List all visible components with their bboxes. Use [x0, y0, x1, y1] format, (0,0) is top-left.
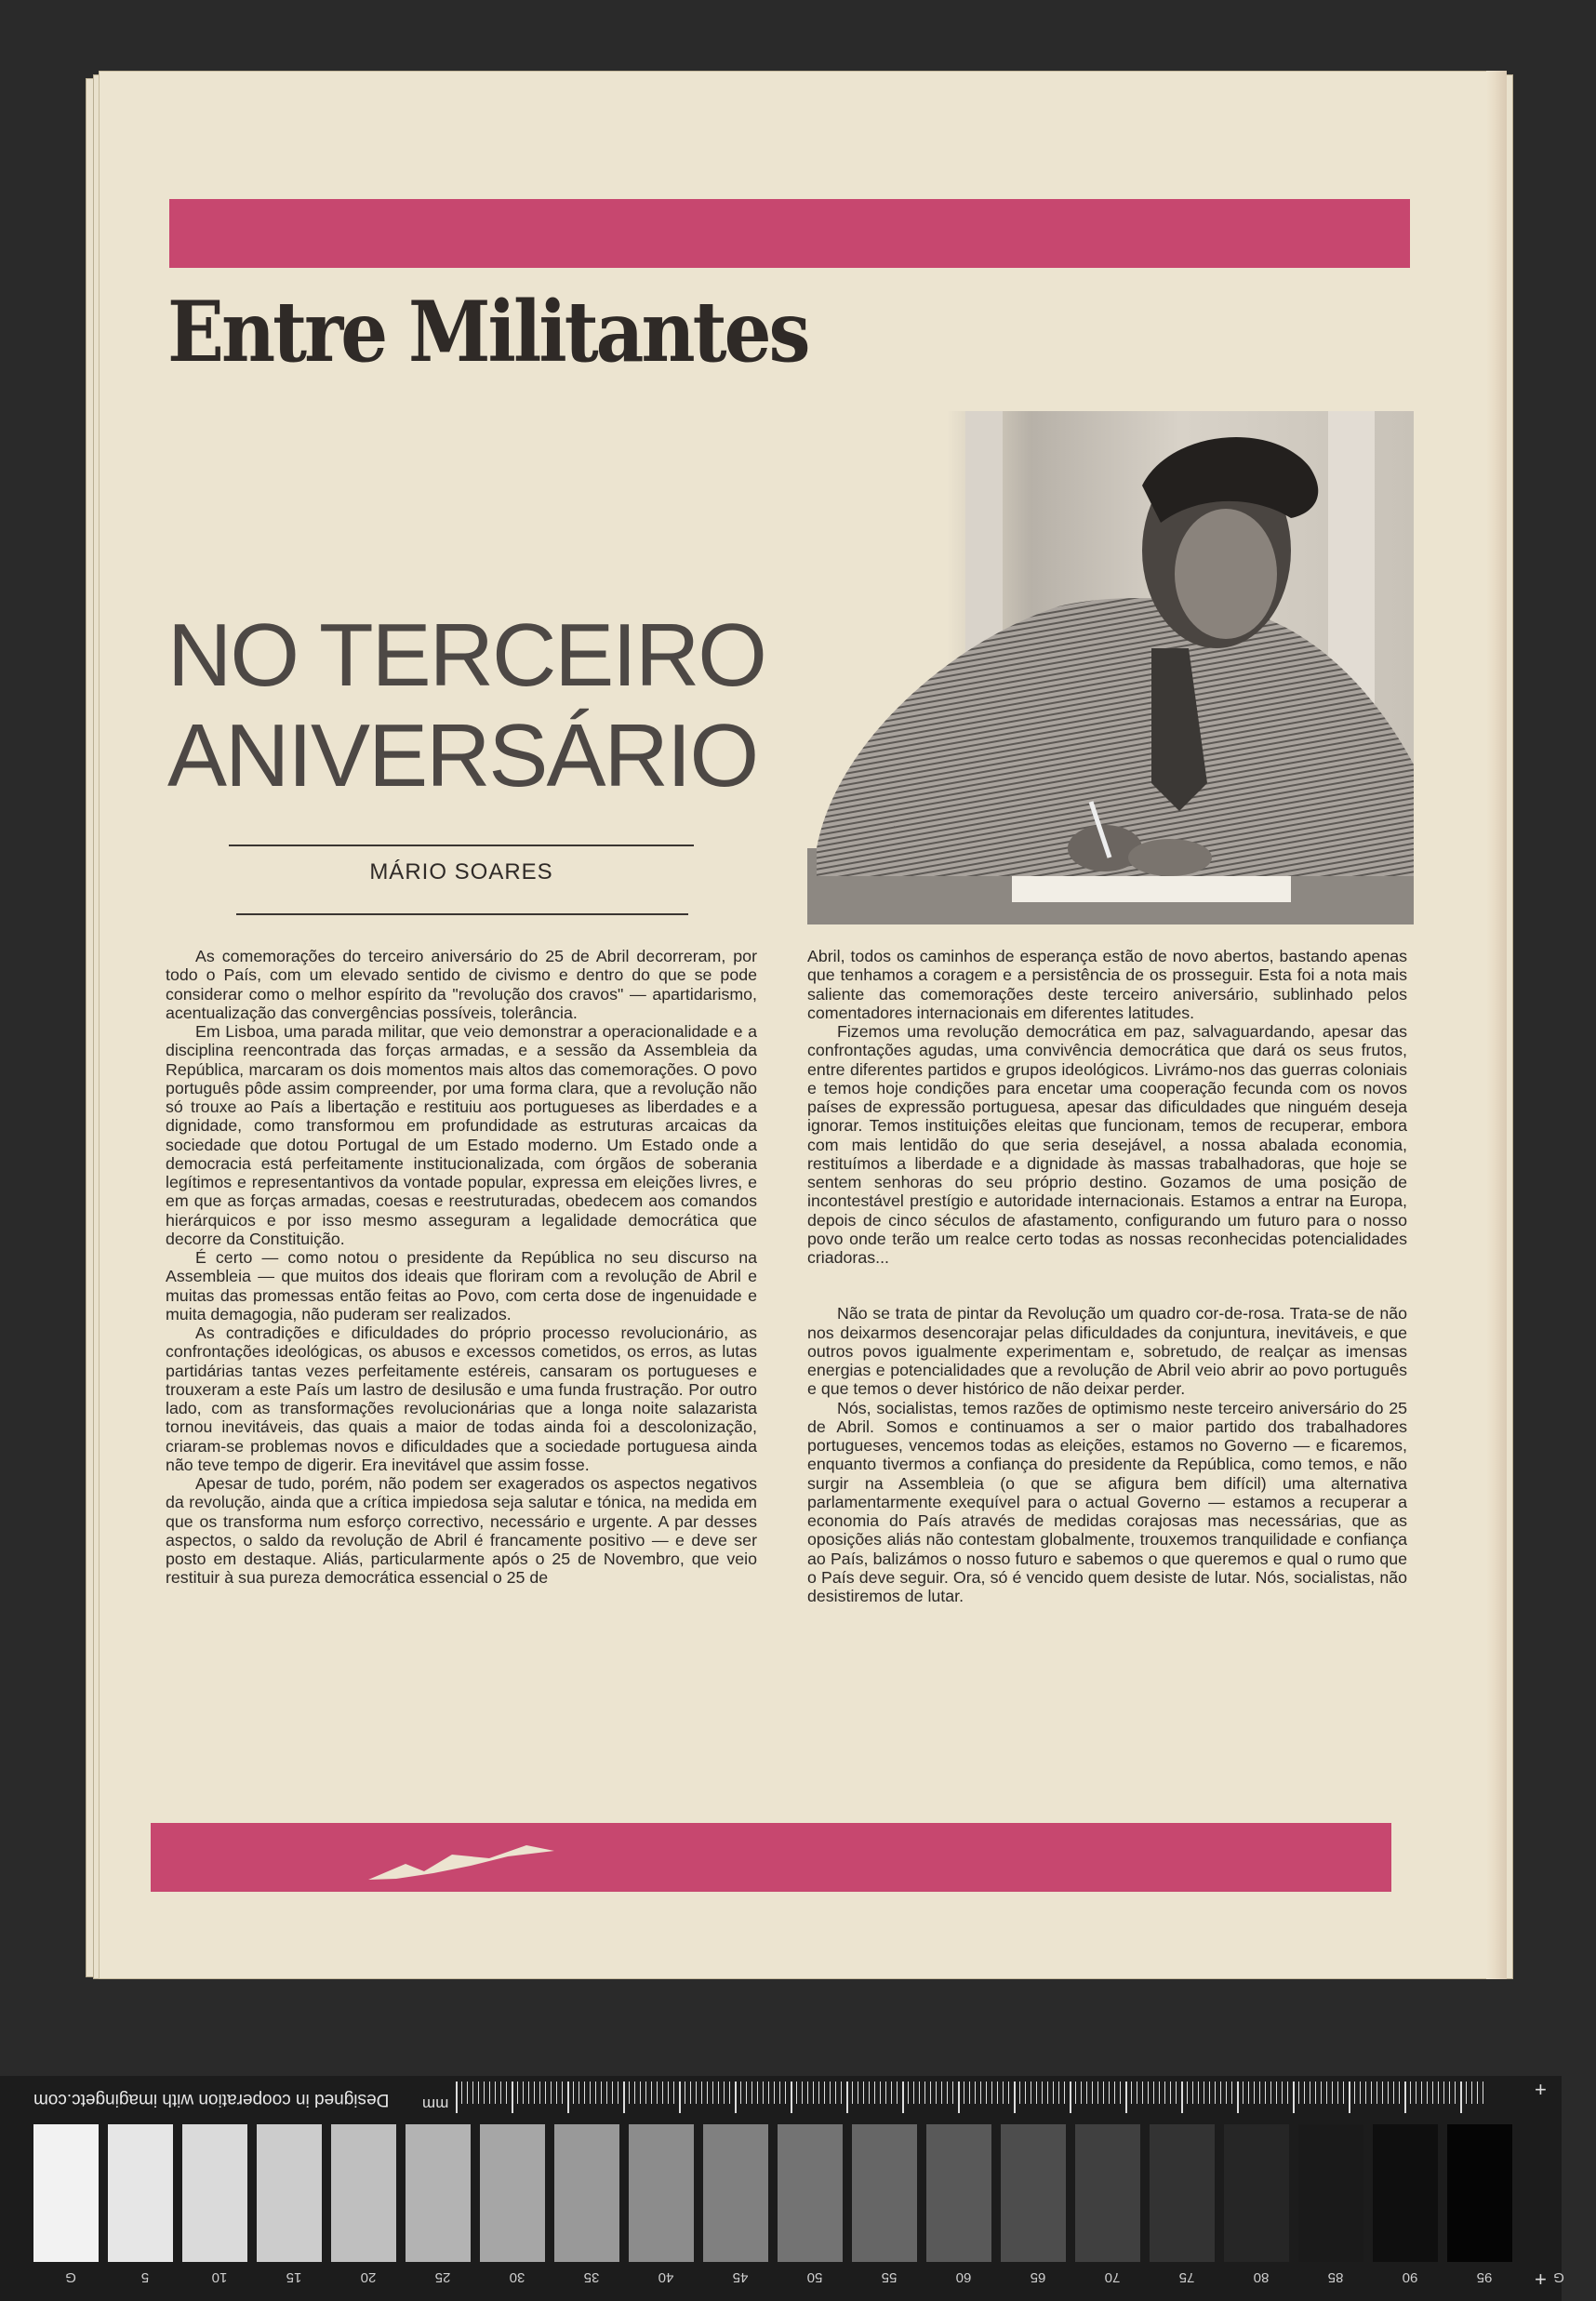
- bottom-color-bar: [151, 1823, 1391, 1892]
- ruler-unit-label: mm: [422, 2095, 449, 2113]
- scale-number: 15: [286, 2269, 302, 2285]
- gray-swatch: [703, 2124, 768, 2262]
- scale-number: 25: [434, 2269, 451, 2285]
- scale-number: 5: [140, 2269, 150, 2285]
- gray-swatch: [852, 2124, 917, 2262]
- gray-swatch: [1075, 2124, 1140, 2262]
- scale-number: 65: [1030, 2269, 1046, 2285]
- divider-rule: [236, 913, 688, 915]
- scale-number: 40: [658, 2269, 674, 2285]
- newspaper-page: [99, 71, 1507, 1979]
- color-calibration-target: [0, 2076, 1562, 2301]
- gray-swatch: [629, 2124, 694, 2262]
- calibration-credit: Designed in cooperation with imagingetc.com: [33, 2090, 390, 2109]
- scale-number: 80: [1253, 2269, 1270, 2285]
- gray-swatch: [1150, 2124, 1215, 2262]
- article-paragraph: As comemorações do terceiro aniversário do 25 de Abril decorreram, por todo o País, com um elevado sentido de civismo e dentro do que se pode considerar como o melhor espírito da "revolução dos cravos" — apartidarismo, acentualização das convergências possíveis, tolerância.: [166, 947, 757, 1022]
- gray-swatch: [33, 2124, 99, 2262]
- scale-number: 85: [1327, 2269, 1344, 2285]
- article-paragraph: É certo — como notou o presidente da República no seu discurso na Assembleia — que muitos dos ideais que floriram com a revolução de Abril e muitas das promessas então feitas ao Povo, com certa dose de ingenuidade e muita demagogia, não puderam ser realizados.: [166, 1248, 757, 1323]
- article-paragraph: Apesar de tudo, porém, não podem ser exagerados os aspectos negativos da revolução, ainda que a crítica impiedosa seja salutar e tónica, na medida em que os transforma num esforço correctivo, necessário e urgente. A par desses aspectos, o saldo da revolução de Abril é francamente positivo — e deve ser posto em destaque. Aliás, particularmente após o 25 de Novembro, que veio restituir à sua pureza democrática essencial o 25 de: [166, 1474, 757, 1588]
- byline: MÁRIO SOARES: [369, 859, 553, 884]
- scale-number: 95: [1476, 2269, 1493, 2285]
- gray-swatch: [1298, 2124, 1363, 2262]
- headline: [167, 605, 818, 806]
- article-column-left: [166, 947, 757, 1588]
- article-paragraph: Não se trata de pintar da Revolução um quadro cor-de-rosa. Trata-se de não nos deixarmos desencorajar pelas dificuldades da conjuntura, inevitáveis, e que outros povos igualmente experimentam e, sobretudo, de realçar as imensas energias e potencialidades que a revolução de Abril veio abrir ao povo português e que temos o dever histórico de não deixar perder.: [807, 1304, 1407, 1399]
- torn-edge: [1486, 71, 1507, 1979]
- gray-swatch: [778, 2124, 843, 2262]
- gray-swatch: [1224, 2124, 1289, 2262]
- mm-ruler-major-ticks: [456, 2082, 1488, 2113]
- article-column-right: [807, 947, 1407, 1605]
- scale-number: 45: [732, 2269, 749, 2285]
- scale-number: 10: [211, 2269, 228, 2285]
- article-paragraph: Fizemos uma revolução democrática em paz, salvaguardando, apesar das confrontações agudas, uma convivência democrática que dará os seus frutos, entre diferentes partidos e grupos ideológicos. Livrámo-nos das guerras coloniais e temos hoje condições para encetar uma cooperação fecunda com os novos países de expressão portuguesa, apesar das dificuldades que ninguém deseja ignorar. Temos instituições eleitas que funcionam, temos de recuperar, embora com mais lentidão do que seria desejável, a nossa abalada economia, restituímos a liberdade e a dignidade às massas trabalhadoras, que hoje se sentem senhoras do seu próprio destino. Gozamos de uma posição de incontestável prestígio e autoridade internacionais. Estamos a entrar na Europa, depois de cinco séculos de afastamento, configurando um futuro para o nosso povo onde terão um realce certo todas as nossas reconhecidas potencialidades criadoras...: [807, 1022, 1407, 1267]
- registration-mark: +: [1535, 2268, 1547, 2291]
- scale-number: 90: [1402, 2269, 1418, 2285]
- author-photo: [807, 411, 1414, 924]
- scale-number: 50: [806, 2269, 823, 2285]
- gray-swatch: [926, 2124, 991, 2262]
- top-color-bar: [169, 199, 1410, 268]
- scale-number: 55: [881, 2269, 898, 2285]
- gray-swatch: [480, 2124, 545, 2262]
- gray-swatch: [182, 2124, 247, 2262]
- scale-number: 75: [1178, 2269, 1195, 2285]
- scale-number: 30: [509, 2269, 525, 2285]
- gray-swatch: [331, 2124, 396, 2262]
- scale-number: G: [1553, 2269, 1564, 2285]
- divider-rule: [229, 845, 694, 846]
- scale-number: 60: [955, 2269, 972, 2285]
- gray-scale-numbers: [33, 2269, 1596, 2285]
- gray-swatch: [257, 2124, 322, 2262]
- gray-swatch: [108, 2124, 173, 2262]
- headline-line-1: NO TERCEIRO: [167, 605, 765, 705]
- article-paragraph: As contradições e dificuldades do próprio processo revolucionário, as confrontações ideológicas, os abusos e excessos cometidos, os erros, as lutas partidárias tantas vezes perfeitamente estéreis, cansaram os portugueses e trouxeram a este País um lastro de desilusão e uma funda frustração. Por outro lado, com as transformações revolucionárias que a longa noite salazarista tornou inevitáveis, das quais a maior de todas ainda foi a descolonização, criaram-se problemas novos e dificuldades que a sociedade portuguesa ainda não teve tempo de digerir. Era inevitável que assim fosse.: [166, 1323, 757, 1474]
- scale-number: 35: [583, 2269, 600, 2285]
- article-paragraph: Em Lisboa, uma parada militar, que veio demonstrar a operacionalidade e a disciplina reencontrada das forças armadas, e a sessão da Assembleia da República, marcaram os dois momentos mais altos das comemorações. O povo português pôde assim compreender, por uma forma clara, que a revolução não só trouxe ao País a libertação e restituiu aos portugueses as liberdades e a dignidade, como transformou em profundidade as estruturas arcaicas da sociedade que dotou Portugal de um Estado moderno. Um Estado onde a democracia está perfeitamente institucionalizada, com órgãos de soberania legítimos e representantivos da vontade popular, expressa em eleições livres, e em que as forças armadas, coesas e reestruturadas, obedecem aos comandos hierárquicos e por isso mesmo asseguram a legalidade democrática que decorre da Constituição.: [166, 1022, 757, 1248]
- torn-paper-mark: [368, 1838, 573, 1884]
- registration-mark: +: [1535, 2078, 1547, 2101]
- gray-swatch: [554, 2124, 619, 2262]
- gray-swatch: [1373, 2124, 1438, 2262]
- article-paragraph: Abril, todos os caminhos de esperança estão de novo abertos, bastando apenas que tenhamos a coragem e a persistência de os prosseguir. Esta foi a nota mais saliente das comemorações deste terceiro aniversário, sublinhado pelos comentadores internacionais em diferentes latitudes.: [807, 947, 1407, 1022]
- gray-swatch: [1447, 2124, 1512, 2262]
- gray-swatch: [406, 2124, 471, 2262]
- scale-number: G: [65, 2269, 76, 2285]
- section-title: Entre Militantes: [167, 283, 808, 381]
- headline-line-2: ANIVERSÁRIO: [167, 706, 758, 805]
- scale-number: 70: [1104, 2269, 1121, 2285]
- gray-swatch: [1001, 2124, 1066, 2262]
- gray-scale-swatches: [33, 2124, 1512, 2262]
- article-paragraph: Nós, socialistas, temos razões de optimismo neste terceiro aniversário do 25 de Abril. Somos e continuamos a ser o maior partido dos trabalhadores portugueses, vencemos todas as eleições, estamos no Governo — e ficaremos, enquanto tivermos a confiança do presidente da República, como temos, e não surgir na Assembleia (o que se afigura bem difícil) uma alternativa parlamentarmente exequível para o actual Governo — estamos a recuperar a economia do País através de medidas corajosas mas necessárias, que as oposições aliás não contestam globalmente, trouxemos tranquilidade e confiança ao País, balizámos o nosso futuro e sabemos o que queremos e qual o rumo que o País deve seguir. Ora, só é vencido quem desiste de lutar. Nós, socialistas, não desistiremos de lutar.: [807, 1398, 1407, 1605]
- scale-number: 20: [360, 2269, 377, 2285]
